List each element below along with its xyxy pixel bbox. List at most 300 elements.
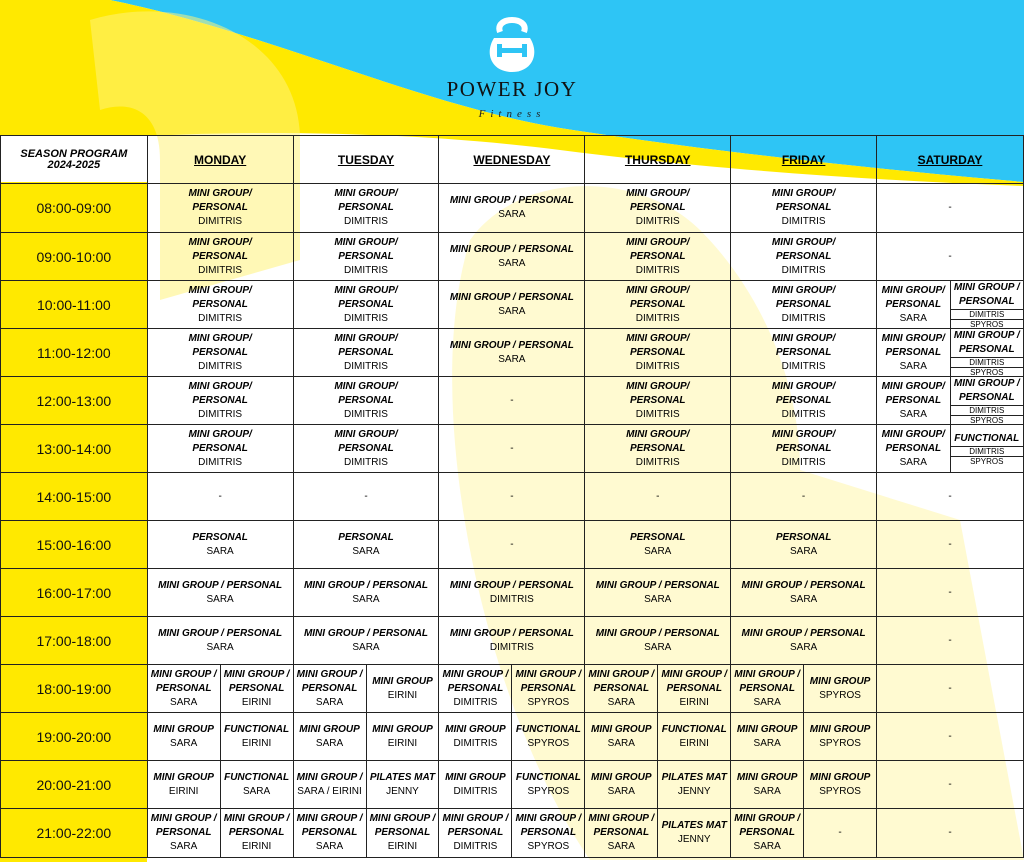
instructor-name: SARA — [644, 545, 672, 557]
class-title: MINI GROUP/ — [626, 428, 690, 440]
instructor-name: DIMITRIS — [198, 312, 243, 324]
instructor-name: - — [948, 538, 952, 550]
class-title: MINI GROUP / PERSONAL — [741, 579, 866, 591]
instructor-name: SARA — [753, 696, 781, 708]
class-title: MINI GROUP / — [150, 813, 217, 824]
class-title: PERSONAL — [775, 250, 832, 262]
day-header — [585, 136, 731, 184]
schedule-row — [1, 377, 1024, 425]
class-title: FUNCTIONAL — [224, 771, 290, 783]
class-title: PERSONAL — [885, 394, 942, 406]
class-title: FUNCTIONAL — [515, 723, 581, 735]
class-title: PERSONAL — [739, 682, 795, 694]
class-title: PERSONAL — [338, 250, 394, 262]
class-title: PERSONAL — [338, 346, 394, 358]
class-title: MINI GROUP / — [953, 281, 1020, 293]
class-title: PERSONAL — [666, 682, 722, 694]
class-title: MINI GROUP/ — [626, 380, 690, 392]
class-title: MINI GROUP / — [515, 813, 582, 824]
instructor-name: DIMITRIS — [635, 456, 680, 468]
day-monday: MONDAY — [194, 152, 247, 167]
instructor-name: SPYROS — [819, 737, 861, 749]
schedule-subcell — [367, 665, 439, 712]
class-title: MINI GROUP — [809, 675, 871, 687]
schedule-cell — [877, 377, 1024, 425]
instructor-name: SPYROS — [951, 415, 1024, 425]
schedule-subcell — [512, 761, 584, 808]
class-title: PILATES MAT — [369, 771, 436, 783]
class-title: MINI GROUP/ — [188, 428, 252, 440]
instructor-name: SARA — [899, 360, 927, 372]
class-title: FUNCTIONAL — [224, 723, 290, 735]
instructor-name: JENNY — [677, 834, 711, 845]
schedule-row — [1, 184, 1024, 233]
instructor-name: SARA — [753, 785, 781, 797]
class-title: MINI GROUP / — [369, 813, 436, 824]
class-title: PERSONAL — [958, 391, 1015, 403]
instructor-name: - — [948, 586, 952, 598]
time-slot: 14:00-15:00 — [1, 473, 148, 521]
class-title: PERSONAL — [228, 827, 285, 838]
schedule-subcell — [731, 809, 804, 857]
instructor-name: - — [948, 827, 952, 838]
schedule-cell — [293, 761, 439, 809]
schedule-subcell — [951, 377, 1024, 424]
schedule-subcell — [512, 713, 584, 760]
instructor-name: DIMITRIS — [453, 696, 498, 708]
time-slot: 10:00-11:00 — [1, 281, 148, 329]
class-title: MINI GROUP / — [953, 329, 1020, 341]
class-title: MINI GROUP / — [953, 377, 1020, 389]
class-title: MINI GROUP / PERSONAL — [158, 627, 283, 639]
class-title: MINI GROUP / PERSONAL — [449, 339, 574, 351]
instructor-name: DIMITRIS — [781, 408, 826, 420]
class-title: FUNCTIONAL — [515, 771, 581, 783]
brand-name: POWER JOY — [446, 77, 578, 101]
schedule-cell — [147, 713, 293, 761]
instructor-name: DIMITRIS — [344, 216, 388, 227]
class-title: PERSONAL — [192, 442, 248, 454]
class-title: MINI GROUP / — [515, 668, 582, 680]
schedule-row — [1, 233, 1024, 281]
schedule-cell — [731, 425, 877, 473]
day-saturday: SATURDAY — [917, 152, 983, 167]
day-header — [147, 136, 293, 184]
schedule-cell — [877, 184, 1024, 233]
schedule-cell — [731, 184, 877, 233]
instructor-name: DIMITRIS — [198, 216, 243, 227]
time-slot: 18:00-19:00 — [1, 665, 148, 713]
instructor-name: - — [948, 490, 952, 502]
schedule-cell — [439, 473, 585, 521]
instructor-name: SARA — [789, 641, 818, 653]
instructor-name: DIMITRIS — [781, 216, 826, 227]
instructor-name: DIMITRIS — [635, 216, 680, 227]
instructor-name: EIRINI — [387, 841, 418, 852]
schedule-cell — [731, 521, 877, 569]
schedule-cell — [877, 329, 1024, 377]
class-title: MINI GROUP/ — [771, 428, 836, 440]
class-title: MINI GROUP — [299, 723, 360, 735]
instructor-name: EIRINI — [241, 737, 272, 749]
class-title: MINI GROUP/ — [771, 284, 836, 296]
time-slot: 11:00-12:00 — [1, 329, 148, 377]
schedule-cell — [293, 184, 439, 233]
class-title: PERSONAL — [155, 682, 212, 694]
schedule-cell — [439, 617, 585, 665]
class-title: PERSONAL — [775, 531, 832, 543]
schedule-subcell — [439, 761, 512, 808]
class-title: PERSONAL — [447, 682, 504, 694]
instructor-name: DIMITRIS — [489, 593, 534, 605]
schedule-subcell — [951, 425, 1024, 472]
class-title: MINI GROUP / — [734, 668, 801, 680]
instructor-name: SARA — [315, 737, 344, 749]
schedule-subcell — [585, 761, 658, 808]
class-title: PERSONAL — [629, 202, 686, 213]
schedule-row — [1, 569, 1024, 617]
class-title: MINI GROUP / — [296, 771, 363, 783]
instructor-name: DIMITRIS — [198, 456, 243, 468]
schedule-cell — [293, 713, 439, 761]
instructor-name: SARA — [206, 641, 234, 653]
class-title: PERSONAL — [338, 442, 394, 454]
schedule-cell — [293, 569, 439, 617]
class-title: MINI GROUP — [153, 723, 214, 735]
schedule-cell — [439, 665, 585, 713]
schedule-cell — [147, 329, 293, 377]
class-title: MINI GROUP/ — [334, 284, 398, 296]
instructor-name: JENNY — [677, 785, 711, 797]
schedule-cell — [731, 665, 877, 713]
class-title: MINI GROUP/ — [881, 428, 945, 440]
instructor-name: SARA — [498, 209, 526, 220]
class-title: MINI GROUP/ — [188, 332, 252, 344]
kettlebell-icon — [484, 12, 540, 74]
time-slot: 19:00-20:00 — [1, 713, 148, 761]
schedule-cell — [293, 377, 439, 425]
day-header — [877, 136, 1024, 184]
schedule-row — [1, 521, 1024, 569]
schedule-subcell — [658, 809, 730, 857]
brand-subtitle: Fitness — [478, 108, 546, 120]
schedule-subcell — [731, 761, 804, 808]
class-title: MINI GROUP / — [442, 668, 509, 680]
schedule-subcell — [221, 761, 293, 808]
class-title: MINI GROUP/ — [771, 188, 836, 199]
schedule-cell — [147, 521, 293, 569]
instructor-name: SARA — [753, 737, 781, 749]
schedule-cell — [293, 473, 439, 521]
class-title: MINI GROUP/ — [334, 380, 398, 392]
class-title: PERSONAL — [958, 343, 1015, 355]
schedule-subcell — [294, 713, 367, 760]
class-title: PERSONAL — [629, 346, 686, 358]
instructor-name: SARA — [789, 593, 818, 605]
instructor-name: DIMITRIS — [344, 408, 388, 420]
instructor-name: EIRINI — [168, 785, 199, 797]
class-title: MINI GROUP/ — [626, 332, 690, 344]
class-title: MINI GROUP / — [442, 813, 509, 824]
schedule-subcell — [877, 377, 951, 424]
schedule-cell — [439, 377, 585, 425]
class-title: MINI GROUP / — [588, 813, 655, 824]
instructor-name: - — [948, 730, 952, 742]
class-title: PERSONAL — [192, 531, 248, 543]
schedule-cell — [877, 809, 1024, 858]
schedule-cell — [147, 233, 293, 281]
instructor-name: SPYROS — [527, 737, 570, 749]
schedule-cell — [439, 233, 585, 281]
schedule-cell — [731, 761, 877, 809]
class-title: MINI GROUP/ — [188, 284, 252, 296]
schedule-cell — [585, 473, 731, 521]
schedule-subcell — [585, 713, 658, 760]
class-title: PILATES MAT — [661, 820, 727, 831]
instructor-name: DIMITRIS — [198, 264, 243, 276]
class-title: PERSONAL — [775, 394, 832, 406]
class-title: MINI GROUP / PERSONAL — [158, 579, 283, 591]
schedule-cell — [147, 665, 293, 713]
instructor-name: SARA — [352, 545, 380, 557]
class-title: MINI GROUP/ — [334, 332, 398, 344]
class-title: MINI GROUP / PERSONAL — [449, 243, 574, 255]
class-title: MINI GROUP / — [734, 813, 801, 824]
instructor-name: DIMITRIS — [453, 785, 498, 797]
class-title: MINI GROUP / PERSONAL — [449, 579, 574, 591]
schedule-cell — [877, 425, 1024, 473]
class-title: MINI GROUP — [372, 723, 433, 735]
instructor-name: SARA — [352, 641, 380, 653]
instructor-name: EIRINI — [679, 696, 709, 708]
time-slot: 13:00-14:00 — [1, 425, 148, 473]
class-title: PERSONAL — [775, 346, 832, 358]
class-title: MINI GROUP/ — [881, 332, 945, 344]
instructor-name: SARA — [899, 408, 927, 420]
instructor-name: SARA — [242, 785, 271, 797]
schedule-subcell — [804, 665, 876, 712]
instructor-name: EIRINI — [241, 696, 272, 708]
schedule-cell — [147, 281, 293, 329]
schedule-cell — [585, 521, 731, 569]
class-title: PERSONAL — [629, 250, 686, 262]
schedule-cell — [439, 184, 585, 233]
instructor-name: SARA — [315, 841, 344, 852]
class-title: PERSONAL — [301, 827, 358, 838]
class-title: MINI GROUP/ — [188, 188, 252, 199]
schedule-cell — [731, 473, 877, 521]
logo-block — [0, 0, 1024, 135]
class-title: PERSONAL — [775, 442, 832, 454]
class-title: MINI GROUP/ — [771, 380, 836, 392]
schedule-subcell — [804, 761, 876, 808]
class-title: PERSONAL — [520, 827, 577, 838]
schedule-subcell — [585, 665, 658, 712]
instructor-name: EIRINI — [241, 841, 272, 852]
instructor-name: SARA — [753, 841, 781, 852]
schedule-cell — [439, 425, 585, 473]
instructor-name: SARA — [352, 593, 380, 605]
schedule-cell — [877, 569, 1024, 617]
schedule-subcell — [367, 761, 439, 808]
class-title: PERSONAL — [885, 346, 942, 358]
schedule-cell — [877, 281, 1024, 329]
instructor-name: - — [948, 202, 952, 213]
schedule-subcell — [951, 329, 1024, 376]
class-title: PERSONAL — [885, 442, 942, 454]
instructor-name: DIMITRIS — [635, 408, 680, 420]
schedule-subcell — [658, 713, 730, 760]
instructor-name: SARA — [789, 545, 818, 557]
schedule-subcell — [221, 713, 293, 760]
schedule-cell — [147, 617, 293, 665]
class-title: PERSONAL — [338, 202, 394, 213]
schedule-body — [1, 184, 1024, 858]
instructor-name: DIMITRIS — [951, 446, 1024, 456]
class-title: MINI GROUP/ — [626, 236, 690, 248]
class-title: MINI GROUP / — [661, 668, 728, 680]
class-title: PERSONAL — [301, 682, 358, 694]
schedule-cell — [877, 713, 1024, 761]
class-title: MINI GROUP / — [296, 813, 363, 824]
instructor-name: SARA — [899, 312, 927, 324]
schedule-cell — [585, 809, 731, 858]
instructor-name: SPYROS — [951, 456, 1024, 466]
class-title: MINI GROUP / — [223, 813, 290, 824]
schedule-subcell — [731, 713, 804, 760]
time-slot: 12:00-13:00 — [1, 377, 148, 425]
class-title: MINI GROUP — [736, 771, 798, 783]
class-title: PERSONAL — [775, 298, 832, 310]
schedule-row — [1, 425, 1024, 473]
schedule-cell — [585, 617, 731, 665]
class-title: MINI GROUP / PERSONAL — [303, 627, 429, 639]
schedule-table — [0, 135, 1024, 858]
instructor-name: - — [948, 634, 952, 646]
schedule-cell — [293, 281, 439, 329]
schedule-cell — [731, 809, 877, 858]
schedule-cell — [147, 425, 293, 473]
class-title: MINI GROUP/ — [626, 188, 690, 199]
class-title: MINI GROUP/ — [626, 284, 690, 296]
class-title: PERSONAL — [192, 346, 248, 358]
instructor-name: SARA / EIRINI — [297, 785, 362, 797]
instructor-list — [951, 357, 1024, 377]
instructor-name: SARA — [607, 696, 635, 708]
instructor-name: SARA — [498, 305, 526, 317]
instructor-name: SARA — [206, 593, 234, 605]
schedule-cell — [439, 713, 585, 761]
schedule-cell — [147, 809, 293, 858]
schedule-cell — [439, 329, 585, 377]
schedule-cell — [731, 233, 877, 281]
class-title: MINI GROUP/ — [334, 428, 398, 440]
schedule-cell — [585, 761, 731, 809]
instructor-name: SARA — [899, 456, 927, 468]
day-header — [439, 136, 585, 184]
instructor-name: SARA — [170, 696, 198, 708]
schedule-cell — [293, 425, 439, 473]
instructor-name: SPYROS — [951, 367, 1024, 377]
season-program-label: SEASON PROGRAM — [20, 147, 128, 160]
instructor-list — [951, 309, 1024, 329]
instructor-name: DIMITRIS — [344, 264, 388, 276]
schedule-subcell — [148, 713, 221, 760]
schedule-cell — [585, 184, 731, 233]
class-title: MINI GROUP — [445, 723, 506, 735]
instructor-name: SARA — [498, 257, 526, 269]
class-title: PERSONAL — [958, 295, 1015, 307]
class-title: MINI GROUP/ — [771, 332, 836, 344]
class-title: MINI GROUP — [809, 771, 871, 783]
instructor-name: - — [948, 682, 952, 694]
instructor-name: SARA — [607, 737, 635, 749]
instructor-name: DIMITRIS — [951, 405, 1024, 415]
class-title: PERSONAL — [629, 298, 686, 310]
instructor-name: - — [948, 778, 952, 790]
class-title: MINI GROUP / PERSONAL — [303, 579, 429, 591]
day-wednesday: WEDNESDAY — [473, 152, 551, 167]
day-thursday: THURSDAY — [624, 152, 691, 167]
instructor-name: SARA — [206, 545, 234, 557]
schedule-cell — [585, 233, 731, 281]
schedule-subcell — [294, 761, 367, 808]
schedule-subcell — [804, 713, 876, 760]
schedule-row — [1, 713, 1024, 761]
class-title: MINI GROUP / — [588, 668, 655, 680]
schedule-subcell — [658, 761, 730, 808]
schedule-cell — [147, 473, 293, 521]
instructor-name: DIMITRIS — [781, 264, 826, 276]
time-slot: 21:00-22:00 — [1, 809, 148, 858]
schedule-subcell — [221, 665, 293, 712]
class-title: PERSONAL — [739, 827, 795, 838]
class-title: PERSONAL — [192, 394, 248, 406]
schedule-subcell — [877, 425, 951, 472]
schedule-subcell — [367, 713, 439, 760]
class-title: MINI GROUP — [591, 723, 652, 735]
schedule-cell — [293, 233, 439, 281]
schedule-cell — [877, 521, 1024, 569]
instructor-name: - — [656, 490, 660, 502]
class-title: PERSONAL — [593, 682, 650, 694]
instructor-name: SARA — [170, 737, 198, 749]
schedule-cell — [877, 473, 1024, 521]
season-program-header — [1, 136, 148, 184]
instructor-name: SARA — [607, 841, 635, 852]
class-title: MINI GROUP / PERSONAL — [595, 627, 720, 639]
schedule-cell — [293, 809, 439, 858]
instructor-list — [951, 405, 1024, 425]
schedule-subcell — [439, 809, 512, 857]
schedule-cell — [877, 761, 1024, 809]
class-title: PERSONAL — [775, 202, 832, 213]
schedule-cell — [731, 569, 877, 617]
instructor-name: - — [218, 490, 222, 502]
schedule-cell — [293, 521, 439, 569]
schedule-row — [1, 809, 1024, 858]
schedule-cell — [439, 761, 585, 809]
class-title: PERSONAL — [629, 442, 686, 454]
day-friday: FRIDAY — [781, 152, 826, 167]
instructor-name: DIMITRIS — [635, 312, 680, 324]
schedule-subcell — [877, 329, 951, 376]
instructor-list — [951, 446, 1024, 466]
day-tuesday: TUESDAY — [337, 152, 395, 167]
schedule-subcell — [148, 761, 221, 808]
instructor-name: DIMITRIS — [453, 841, 498, 852]
class-title: MINI GROUP/ — [881, 284, 945, 296]
